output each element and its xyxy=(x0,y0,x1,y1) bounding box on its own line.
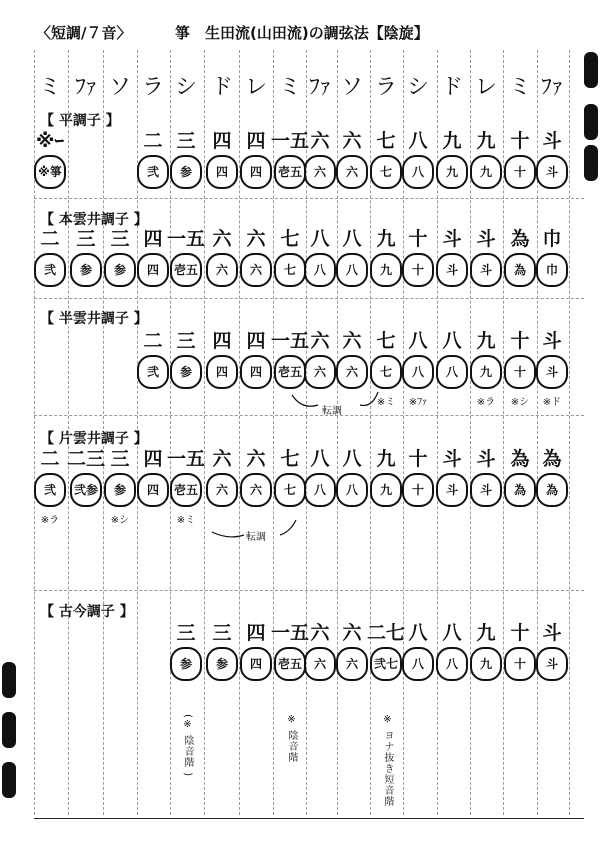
string-cell xyxy=(31,130,69,193)
string-name-circled: 八 xyxy=(402,355,434,389)
tuning-label: 【 古今調子 】 xyxy=(40,604,134,620)
string-name-circled: 六 xyxy=(240,473,272,507)
string-name-circled: 六 xyxy=(304,155,336,189)
binder-tab xyxy=(584,145,598,181)
string-name-circled: 八 xyxy=(402,647,434,681)
pitch-note: ※ﾌｧ xyxy=(408,397,428,408)
string-name: 斗 xyxy=(542,130,562,152)
pitch-note: ※シ xyxy=(510,397,530,408)
string-name: 一五 xyxy=(167,228,206,250)
binder-tab xyxy=(584,52,598,88)
string-cell xyxy=(31,448,69,526)
string-name-circled: 六 xyxy=(336,155,368,189)
string-name-circled: 弐 xyxy=(34,253,66,287)
string-name-circled: 為 xyxy=(504,253,536,287)
string-name-circled: 八 xyxy=(336,253,368,287)
string-cell xyxy=(167,130,205,193)
string-name-circled: 六 xyxy=(336,355,368,389)
string-name-circled: 斗 xyxy=(536,647,568,681)
string-name-circled: 斗 xyxy=(536,355,568,389)
string-name-circled: 四 xyxy=(137,473,169,507)
string-cell xyxy=(237,130,275,193)
string-cell xyxy=(467,130,505,193)
header-left: 〈短調/７音〉 xyxy=(36,24,132,42)
string-name: 八 xyxy=(342,228,362,250)
string-cell xyxy=(433,448,471,511)
string-name-circled: 弐 xyxy=(137,155,169,189)
string-cell xyxy=(467,228,505,291)
string-cell xyxy=(433,622,471,685)
string-name-circled: 八 xyxy=(336,473,368,507)
string-name: 二三 xyxy=(67,448,106,470)
string-name-circled: 十 xyxy=(402,473,434,507)
string-name-circled: 十 xyxy=(504,155,536,189)
pitch-note: ※ミ xyxy=(376,397,396,408)
string-cell xyxy=(533,622,571,685)
section-divider xyxy=(34,415,584,416)
string-cell xyxy=(467,622,505,685)
string-name: 三 xyxy=(110,228,130,250)
tuning-label: 【 半雲井調子 】 xyxy=(40,311,148,327)
string-name: 六 xyxy=(342,330,362,352)
string-cell xyxy=(203,130,241,193)
pitch-note: ※ミ xyxy=(176,515,196,526)
string-cell xyxy=(433,130,471,193)
string-cell xyxy=(237,448,275,511)
string-name-circled: ※箏 xyxy=(34,155,66,189)
string-cell xyxy=(467,448,505,511)
scale-note: ﾌｧ xyxy=(74,75,97,100)
string-name-circled: 斗 xyxy=(470,253,502,287)
string-name: 斗 xyxy=(542,330,562,352)
string-name: 六 xyxy=(310,330,330,352)
tuning-label: 【 本雲井調子 】 xyxy=(40,212,148,228)
binder-tab xyxy=(2,762,16,798)
scale-note: レ xyxy=(474,75,497,100)
string-name: 十 xyxy=(510,130,530,152)
string-name: 三 xyxy=(110,448,130,470)
string-cell xyxy=(399,622,437,685)
string-name: ※ｰ xyxy=(36,130,64,152)
string-name: 二 xyxy=(40,448,60,470)
tuning-label: 【 片雲井調子 】 xyxy=(40,431,148,447)
string-name-circled: 九 xyxy=(470,355,502,389)
string-name: 九 xyxy=(476,622,496,644)
string-name: 一五 xyxy=(271,330,310,352)
string-name-circled: 八 xyxy=(304,473,336,507)
string-name-circled: 六 xyxy=(206,253,238,287)
string-name-circled: 九 xyxy=(370,473,402,507)
scale-note: ミ xyxy=(508,75,531,100)
string-name: 三 xyxy=(212,622,232,644)
string-name: 十 xyxy=(510,622,530,644)
string-cell xyxy=(533,330,571,408)
string-name-circled: 七 xyxy=(370,155,402,189)
string-cell xyxy=(203,228,241,291)
string-name: 七 xyxy=(376,330,396,352)
string-name: 四 xyxy=(246,622,266,644)
string-name-circled: 弐七 xyxy=(370,647,402,681)
string-name-circled: 四 xyxy=(240,155,272,189)
string-name-circled: 四 xyxy=(206,155,238,189)
string-name: 為 xyxy=(510,228,530,250)
modulation-label: 転調 xyxy=(246,532,266,543)
string-name-circled: 壱五 xyxy=(170,253,202,287)
string-name-circled: 八 xyxy=(402,155,434,189)
modulation-label: 転調 xyxy=(322,406,342,417)
string-cell xyxy=(237,622,275,685)
string-name: 四 xyxy=(143,228,163,250)
string-name: 三 xyxy=(176,130,196,152)
string-name: 八 xyxy=(310,448,330,470)
string-name-circled: 六 xyxy=(240,253,272,287)
string-name: 十 xyxy=(408,448,428,470)
string-name-circled: 七 xyxy=(274,253,306,287)
string-name: 二七 xyxy=(367,622,406,644)
string-name: 八 xyxy=(408,330,428,352)
string-name: 六 xyxy=(246,228,266,250)
scale-note: シ xyxy=(174,75,197,100)
string-cell xyxy=(399,130,437,193)
string-name: 八 xyxy=(408,130,428,152)
pitch-note: ※シ xyxy=(110,515,130,526)
string-name-circled: 巾 xyxy=(536,253,568,287)
string-cell xyxy=(333,130,371,193)
string-name-circled: 為 xyxy=(536,473,568,507)
string-name-circled: 六 xyxy=(206,473,238,507)
string-name: 六 xyxy=(342,130,362,152)
string-name: 六 xyxy=(342,622,362,644)
scale-note: ﾌｧ xyxy=(540,75,563,100)
string-name-circled: 弐 xyxy=(34,473,66,507)
scale-note: ド xyxy=(440,75,463,100)
string-name-circled: 六 xyxy=(304,355,336,389)
string-cell xyxy=(203,448,241,511)
string-cell xyxy=(467,330,505,408)
section-divider xyxy=(34,590,584,591)
scale-note: ラ xyxy=(374,75,397,100)
string-name: 六 xyxy=(246,448,266,470)
string-name-circled: 参 xyxy=(206,647,238,681)
pitch-note: ※ラ xyxy=(476,397,496,408)
string-name-circled: 参 xyxy=(170,355,202,389)
string-cell xyxy=(167,330,205,393)
string-name-circled: 四 xyxy=(206,355,238,389)
string-name-circled: 十 xyxy=(402,253,434,287)
string-name: 十 xyxy=(408,228,428,250)
string-name-circled: 九 xyxy=(370,253,402,287)
string-name: 八 xyxy=(408,622,428,644)
binder-tab xyxy=(2,662,16,698)
scale-note: シ xyxy=(406,75,429,100)
string-name: 四 xyxy=(212,330,232,352)
section-divider xyxy=(34,298,584,299)
string-cell xyxy=(399,448,437,511)
scale-note: レ xyxy=(244,75,267,100)
string-name-circled: 十 xyxy=(504,647,536,681)
string-cell xyxy=(433,228,471,291)
string-cell xyxy=(167,448,205,526)
string-name: 八 xyxy=(442,622,462,644)
scale-note: ド xyxy=(210,75,233,100)
string-cell xyxy=(533,130,571,193)
string-name-circled: 七 xyxy=(274,473,306,507)
string-cell xyxy=(31,228,69,291)
scale-note: ミ xyxy=(278,75,301,100)
string-name: 四 xyxy=(143,448,163,470)
binder-tab xyxy=(2,712,16,748)
string-name: 三 xyxy=(176,330,196,352)
string-cell xyxy=(333,448,371,511)
string-name: 二 xyxy=(40,228,60,250)
string-name: 二 xyxy=(143,330,163,352)
string-name-circled: 十 xyxy=(504,355,536,389)
string-name: 六 xyxy=(212,228,232,250)
scale-note: ラ xyxy=(141,75,164,100)
string-name-circled: 四 xyxy=(240,647,272,681)
bottom-rule xyxy=(34,818,584,819)
string-name: 三 xyxy=(76,228,96,250)
string-name-circled: 九 xyxy=(470,647,502,681)
string-name: 六 xyxy=(212,448,232,470)
string-cell xyxy=(167,228,205,291)
string-cell xyxy=(433,330,471,393)
string-cell xyxy=(399,330,437,408)
string-name: 一五 xyxy=(271,622,310,644)
string-name: 八 xyxy=(342,448,362,470)
string-name: 十 xyxy=(510,330,530,352)
string-cell xyxy=(333,622,371,685)
string-name-circled: 九 xyxy=(470,155,502,189)
binder-tab xyxy=(584,104,598,140)
string-cell xyxy=(333,228,371,291)
string-name: 斗 xyxy=(442,228,462,250)
string-name: 七 xyxy=(280,228,300,250)
string-name-circled: 斗 xyxy=(436,253,468,287)
tuning-label: 【 平調子 】 xyxy=(40,113,120,129)
string-name: 斗 xyxy=(542,622,562,644)
string-name: 巾 xyxy=(542,228,562,250)
string-name-circled: 壱五 xyxy=(274,355,306,389)
string-cell xyxy=(399,228,437,291)
string-name-circled: 壱五 xyxy=(274,155,306,189)
string-name: 九 xyxy=(376,228,396,250)
string-cell xyxy=(67,448,105,511)
string-name-circled: 斗 xyxy=(536,155,568,189)
string-name: 六 xyxy=(310,622,330,644)
string-name-circled: 壱五 xyxy=(170,473,202,507)
string-name: 八 xyxy=(310,228,330,250)
string-cell xyxy=(533,228,571,291)
string-name: 六 xyxy=(310,130,330,152)
string-cell xyxy=(237,330,275,393)
scale-annotation: (※ 陰音階 ) xyxy=(182,714,193,778)
string-name: 四 xyxy=(246,330,266,352)
scale-annotation: ※ 陰音階 xyxy=(286,714,297,764)
string-cell xyxy=(333,330,371,393)
string-name-circled: 六 xyxy=(336,647,368,681)
string-name-circled: 参 xyxy=(104,473,136,507)
string-name: 九 xyxy=(476,330,496,352)
string-cell xyxy=(203,622,241,685)
string-name-circled: 為 xyxy=(504,473,536,507)
string-name: 九 xyxy=(476,130,496,152)
string-name-circled: 斗 xyxy=(470,473,502,507)
scale-note: ソ xyxy=(108,75,131,100)
string-name-circled: 弐参 xyxy=(70,473,102,507)
string-name-circled: 参 xyxy=(170,155,202,189)
string-name-circled: 参 xyxy=(104,253,136,287)
string-name-circled: 八 xyxy=(436,647,468,681)
string-name: 斗 xyxy=(476,448,496,470)
string-name-circled: 八 xyxy=(304,253,336,287)
string-name-circled: 九 xyxy=(436,155,468,189)
string-name-circled: 六 xyxy=(304,647,336,681)
string-name-circled: 参 xyxy=(70,253,102,287)
scale-note: ﾌｧ xyxy=(308,75,331,100)
string-name: 一五 xyxy=(167,448,206,470)
string-name: 九 xyxy=(442,130,462,152)
string-cell xyxy=(67,228,105,291)
pitch-note: ※ド xyxy=(542,397,562,408)
string-name-circled: 参 xyxy=(170,647,202,681)
string-name-circled: 八 xyxy=(436,355,468,389)
string-cell xyxy=(533,448,571,511)
section-divider xyxy=(34,198,584,199)
scale-note: ミ xyxy=(38,75,61,100)
string-name-circled: 弐 xyxy=(137,355,169,389)
string-cell xyxy=(167,622,205,685)
string-cell xyxy=(203,330,241,393)
string-cell xyxy=(237,228,275,291)
string-name-circled: 七 xyxy=(370,355,402,389)
scale-note: ソ xyxy=(340,75,363,100)
pitch-note: ※ラ xyxy=(40,515,60,526)
string-name: 七 xyxy=(376,130,396,152)
string-name: 九 xyxy=(376,448,396,470)
string-name-circled: 四 xyxy=(240,355,272,389)
string-name-circled: 壱五 xyxy=(274,647,306,681)
page-title: 箏 生田流(山田流)の調弦法【陰旋】 xyxy=(175,24,429,42)
string-name: 一五 xyxy=(271,130,310,152)
string-name: 三 xyxy=(176,622,196,644)
string-name-circled: 四 xyxy=(137,253,169,287)
string-name: 斗 xyxy=(442,448,462,470)
string-name: 為 xyxy=(510,448,530,470)
scale-annotation: ※ ヨナ抜き短音階 xyxy=(382,714,393,808)
string-name: 斗 xyxy=(476,228,496,250)
string-name-circled: 斗 xyxy=(436,473,468,507)
string-name: 四 xyxy=(212,130,232,152)
string-name: 七 xyxy=(280,448,300,470)
string-name: 八 xyxy=(442,330,462,352)
string-name: 二 xyxy=(143,130,163,152)
string-name: 為 xyxy=(542,448,562,470)
string-name: 四 xyxy=(246,130,266,152)
